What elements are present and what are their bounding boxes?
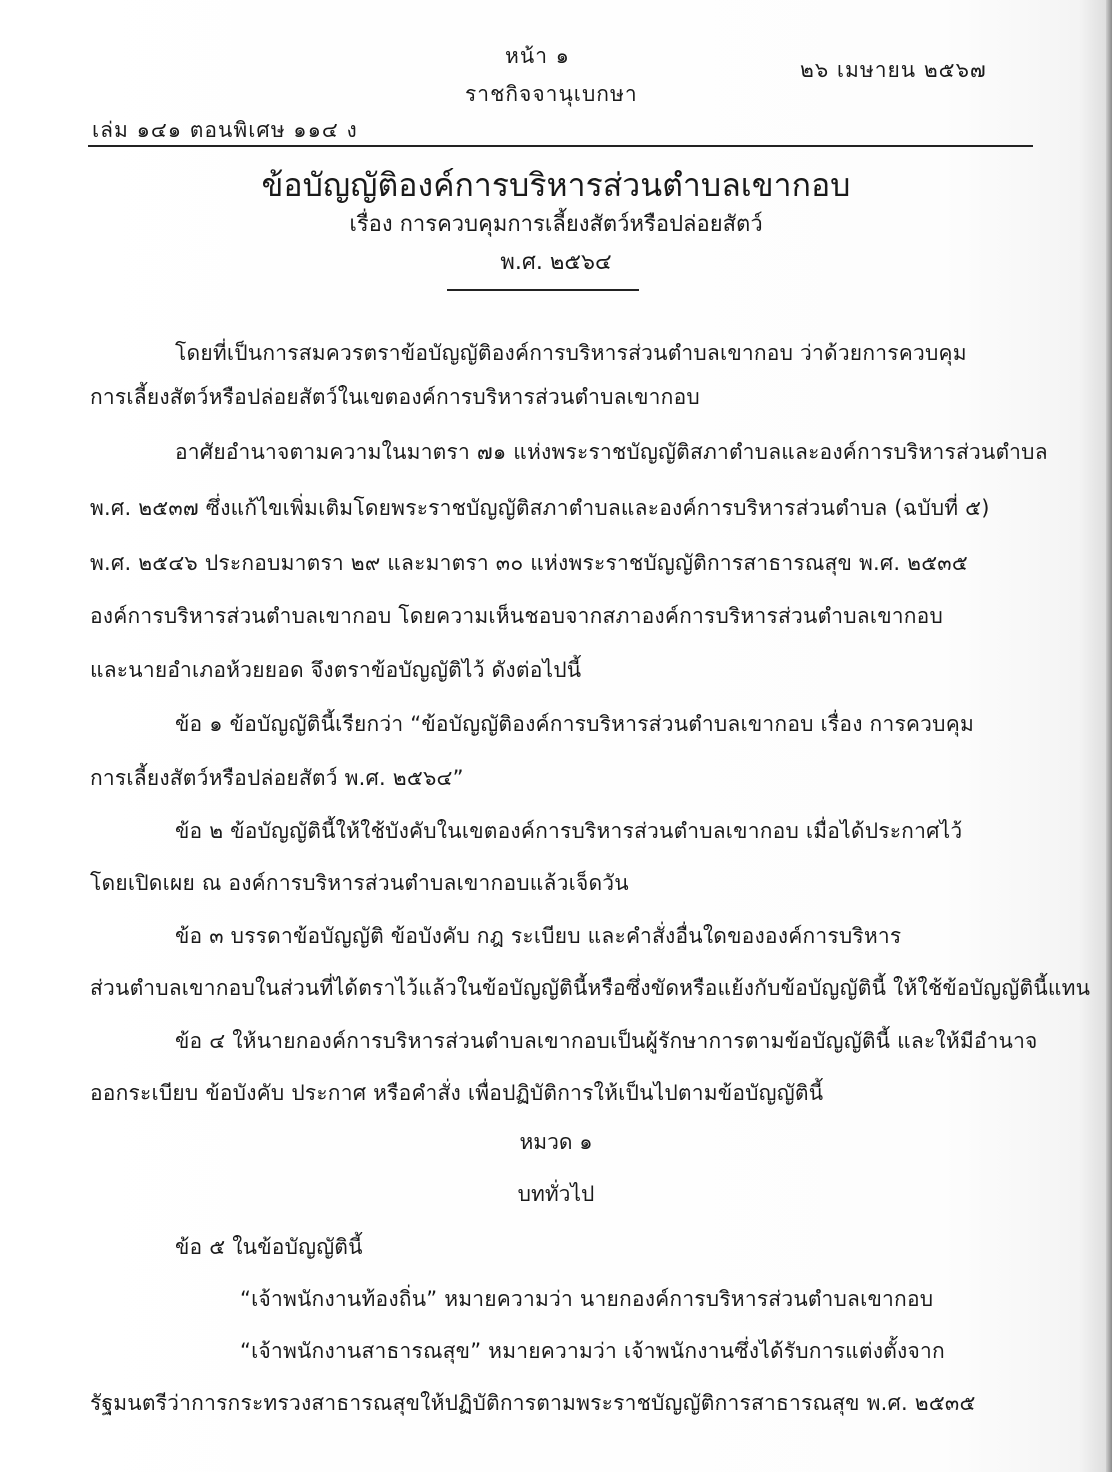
clause-1: ข้อ ๑ ข้อบัญญัตินี้เรียกว่า “ข้อบัญญัติองค์การบริหารส่วนตำบลเขากอบ เรื่อง การควบคุม [175, 712, 974, 736]
text-line: พ.ศ. ๒๕๓๗ ซึ่งแก้ไขเพิ่มเติมโดยพระราชบัญญัติสภาตำบลและองค์การบริหารส่วนตำบล (ฉบับที่ ๕) [90, 496, 990, 520]
definition-line: “เจ้าพนักงานท้องถิ่น” หมายความว่า นายกองค์การบริหารส่วนตำบลเขากอบ [240, 1287, 934, 1311]
document-year: พ.ศ. ๒๕๖๔ [500, 250, 612, 275]
text-line: พ.ศ. ๒๕๔๖ ประกอบมาตรา ๒๙ และมาตรา ๓๐ แห่งพระราชบัญญัติการสาธารณสุข พ.ศ. ๒๕๓๕ [90, 551, 968, 575]
text-line: การเลี้ยงสัตว์หรือปล่อยสัตว์ พ.ศ. ๒๕๖๔” [90, 766, 464, 790]
text-line: โดยที่เป็นการสมควรตราข้อบัญญัติองค์การบริหารส่วนตำบลเขากอบ ว่าด้วยการควบคุม [175, 341, 967, 365]
chapter-title: บททั่วไป [517, 1182, 595, 1206]
text-line: ส่วนตำบลเขากอบในส่วนที่ได้ตราไว้แล้วในข้อบัญญัตินี้หรือซึ่งขัดหรือแย้งกับข้อบัญญัตินี้ ให้ใช้ข้อบัญญัตินี้แทน [90, 976, 1091, 1000]
publication-name: ราชกิจจานุเบกษา [465, 82, 638, 106]
chapter-number: หมวด ๑ [519, 1130, 593, 1154]
text-line: ออกระเบียบ ข้อบังคับ ประกาศ หรือคำสั่ง เพื่อปฏิบัติการให้เป็นไปตามข้อบัญญัตินี้ [90, 1081, 824, 1105]
text-line: โดยเปิดเผย ณ องค์การบริหารส่วนตำบลเขากอบแล้วเจ็ดวัน [90, 871, 629, 895]
clause-4: ข้อ ๔ ให้นายกองค์การบริหารส่วนตำบลเขากอบเป็นผู้รักษาการตามข้อบัญญัตินี้ และให้มีอำนาจ [175, 1029, 1038, 1053]
text-line: รัฐมนตรีว่าการกระทรวงสาธารณสุขให้ปฏิบัติการตามพระราชบัญญัติการสาธารณสุข พ.ศ. ๒๕๓๕ [90, 1391, 976, 1415]
text-line: การเลี้ยงสัตว์หรือปล่อยสัตว์ในเขตองค์การบริหารส่วนตำบลเขากอบ [90, 385, 700, 409]
text-line: อาศัยอำนาจตามความในมาตรา ๗๑ แห่งพระราชบัญญัติสภาตำบลและองค์การบริหารส่วนตำบล [175, 440, 1048, 464]
clause-3: ข้อ ๓ บรรดาข้อบัญญัติ ข้อบังคับ กฎ ระเบียบ และคำสั่งอื่นใดขององค์การบริหาร [175, 924, 902, 948]
text-line: และนายอำเภอห้วยยอด จึงตราข้อบัญญัติไว้ ดังต่อไปนี้ [90, 658, 582, 682]
definition-line: “เจ้าพนักงานสาธารณสุข” หมายความว่า เจ้าพนักงานซึ่งได้รับการแต่งตั้งจาก [240, 1339, 945, 1363]
volume-info: เล่ม ๑๔๑ ตอนพิเศษ ๑๑๔ ง [92, 118, 358, 142]
document-subject: เรื่อง การควบคุมการเลี้ยงสัตว์หรือปล่อยสัตว์ [349, 212, 763, 237]
clause-5: ข้อ ๕ ในข้อบัญญัตินี้ [175, 1235, 363, 1259]
title-rule [447, 289, 639, 291]
issue-date: ๒๖ เมษายน ๒๕๖๗ [800, 58, 987, 82]
page-number: หน้า ๑ [505, 44, 570, 68]
header-rule [88, 145, 1033, 147]
page-edge-shadow [1106, 0, 1112, 1472]
document-title: ข้อบัญญัติองค์การบริหารส่วนตำบลเขากอบ [261, 166, 851, 204]
text-line: องค์การบริหารส่วนตำบลเขากอบ โดยความเห็นชอบจากสภาองค์การบริหารส่วนตำบลเขากอบ [90, 604, 944, 628]
clause-2: ข้อ ๒ ข้อบัญญัตินี้ให้ใช้บังคับในเขตองค์การบริหารส่วนตำบลเขากอบ เมื่อได้ประกาศไว้ [175, 819, 963, 843]
